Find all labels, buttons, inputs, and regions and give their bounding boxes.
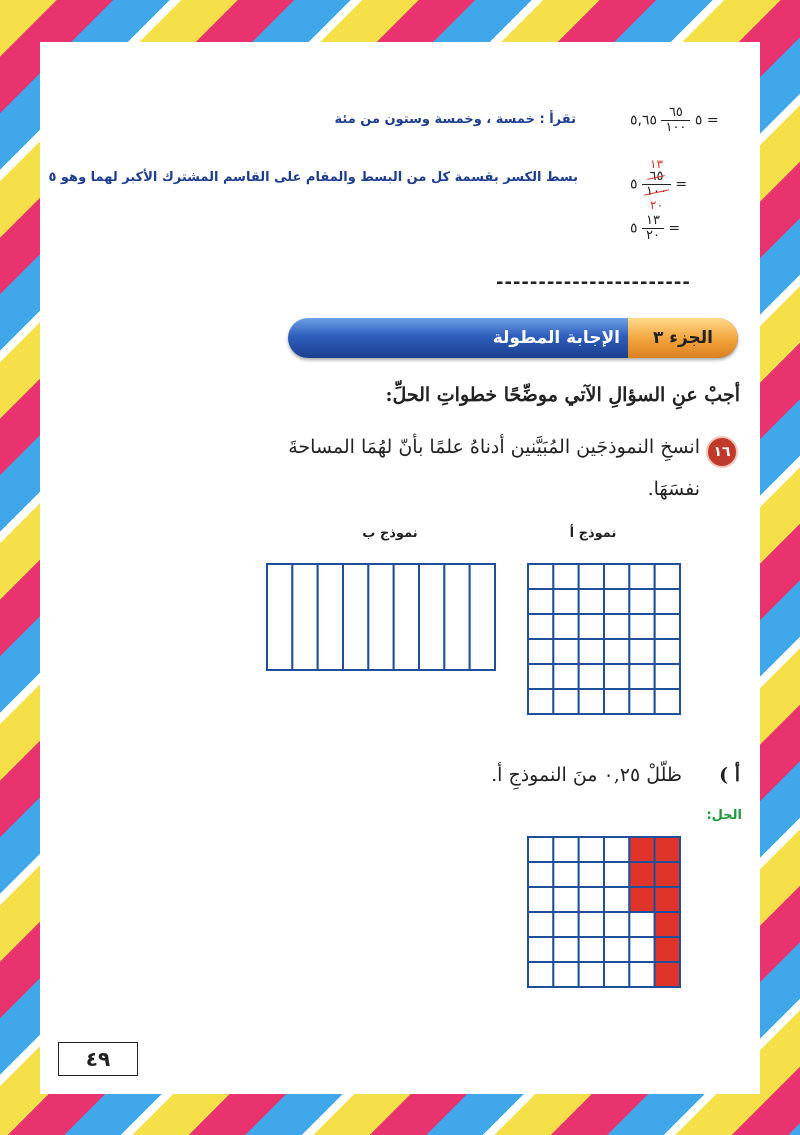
grid-cell xyxy=(553,689,578,714)
grid-cell xyxy=(604,664,629,689)
grid-cell xyxy=(655,589,680,614)
whole-part: ٥ xyxy=(630,176,638,193)
grid-cell xyxy=(604,837,629,862)
shaded-cell xyxy=(655,912,680,937)
grid-cell xyxy=(629,614,654,639)
grid-cell xyxy=(528,962,553,987)
grid-cell xyxy=(553,962,578,987)
page-number: ٤٩ xyxy=(58,1042,138,1076)
part-a-text: ظلّلْ ٠,٢٥ منَ النموذجِ أ. xyxy=(491,764,682,786)
solution-line-3 xyxy=(630,214,680,243)
grid-cell xyxy=(553,837,578,862)
fraction xyxy=(661,106,690,135)
grid-cell xyxy=(553,639,578,664)
grid-cell xyxy=(629,912,654,937)
solution-label: الحل: xyxy=(706,808,742,823)
whole-part: ٥ xyxy=(694,112,703,129)
grid-cell xyxy=(604,962,629,987)
grid-cell xyxy=(604,689,629,714)
model-b-grid xyxy=(266,563,496,671)
new-numerator: ١٣ xyxy=(650,157,663,171)
part-a-label: أ ) xyxy=(719,764,740,786)
grid-cell xyxy=(655,639,680,664)
grid-cell xyxy=(629,639,654,664)
grid-cell xyxy=(579,664,604,689)
old-denominator: ١٠٠ xyxy=(645,184,667,199)
grid-cell xyxy=(553,614,578,639)
grid-cell xyxy=(528,664,553,689)
grid-cell xyxy=(553,564,578,589)
equals-sign: = xyxy=(668,220,681,237)
grid-cell xyxy=(528,912,553,937)
grid-cell xyxy=(470,564,495,670)
grid-cell xyxy=(292,564,317,670)
shaded-cell xyxy=(655,887,680,912)
section-title: الإجابة المطولة xyxy=(492,328,620,348)
grid-cell xyxy=(267,564,292,670)
grid-cell xyxy=(579,614,604,639)
grid-cell xyxy=(394,564,419,670)
grid-cell xyxy=(553,589,578,614)
grid-cell xyxy=(553,912,578,937)
grid-cell xyxy=(629,689,654,714)
grid-cell xyxy=(604,639,629,664)
grid-cell xyxy=(579,962,604,987)
shaded-cell xyxy=(655,862,680,887)
grid-cell xyxy=(579,862,604,887)
model-a-grid xyxy=(527,563,681,715)
grid-cell xyxy=(419,564,444,670)
grid-cell xyxy=(655,664,680,689)
grid-cell xyxy=(629,962,654,987)
grid-cell xyxy=(343,564,368,670)
grid-cell xyxy=(604,887,629,912)
part-tag: الجزء ٣ xyxy=(628,318,738,358)
numerator: ٦٥ xyxy=(661,106,690,121)
separator-line: ----------------------- xyxy=(496,272,691,293)
denominator: ٢٠ xyxy=(645,228,660,243)
instruction-text: أجبْ عنِ السؤالِ الآتي موضِّحًا خطواتِ الحلِّ: xyxy=(385,384,740,406)
numerator: ١٣ xyxy=(642,214,664,229)
shaded-cell xyxy=(655,962,680,987)
grid-cell xyxy=(528,837,553,862)
grid-cell xyxy=(579,639,604,664)
grid-cell xyxy=(579,937,604,962)
grid-cell xyxy=(655,564,680,589)
grid-cell xyxy=(655,614,680,639)
shaded-solution-grid xyxy=(527,836,681,988)
section-banner xyxy=(288,318,738,358)
grid-cell xyxy=(528,564,553,589)
shaded-cell xyxy=(655,937,680,962)
grid-cell xyxy=(528,639,553,664)
grid-cell xyxy=(629,564,654,589)
shaded-cell xyxy=(629,837,654,862)
grid-cell xyxy=(444,564,469,670)
grid-cell xyxy=(528,937,553,962)
grid-cell xyxy=(528,689,553,714)
grid-cell xyxy=(368,564,393,670)
question-line-1: انسخِ النموذجَين المُبَيَّنين أدناهُ علمًا بأنّ لهُمَا المساحةَ xyxy=(288,436,700,458)
whole-part: ٥ xyxy=(630,220,638,237)
question-line-2: نفسَهَا. xyxy=(647,478,700,500)
simplify-note: بسط الكسر بقسمة كل من البسط والمقام على القاسم المشترك الأكبر لهما وهو ٥ xyxy=(48,170,578,185)
question-number-badge: ١٦ xyxy=(706,436,738,468)
solution-line-2 xyxy=(630,158,687,211)
grid-cell xyxy=(579,689,604,714)
grid-cell xyxy=(604,912,629,937)
shaded-cell xyxy=(629,887,654,912)
model-a-label: نموذج أ xyxy=(569,526,617,541)
decimal-lhs: ٥,٦٥ = xyxy=(630,112,719,129)
grid-cell xyxy=(553,862,578,887)
grid-cell xyxy=(604,564,629,589)
grid-cell xyxy=(629,664,654,689)
grid-cell xyxy=(553,887,578,912)
grid-cell xyxy=(528,614,553,639)
grid-cell xyxy=(579,564,604,589)
grid-cell xyxy=(655,689,680,714)
grid-cell xyxy=(579,887,604,912)
shaded-cell xyxy=(655,837,680,862)
solution-line-1 xyxy=(630,106,719,135)
grid-cell xyxy=(553,664,578,689)
grid-cell xyxy=(553,937,578,962)
grid-cell xyxy=(604,614,629,639)
grid-cell xyxy=(579,837,604,862)
equals-sign: = xyxy=(675,176,688,193)
simplified-fraction xyxy=(642,158,671,211)
grid-cell xyxy=(528,589,553,614)
final-fraction xyxy=(642,214,664,243)
grid-cell xyxy=(318,564,343,670)
grid-cell xyxy=(528,862,553,887)
grid-cell xyxy=(579,589,604,614)
grid-cell xyxy=(579,912,604,937)
grid-cell xyxy=(528,887,553,912)
worksheet-page xyxy=(40,42,760,1094)
reading-note: تقرأ : خمسة ، وخمسة وستون من مئة xyxy=(334,112,576,127)
denominator: ١٠٠ xyxy=(665,120,687,135)
old-numerator: ٦٥ xyxy=(649,169,664,184)
grid-cell xyxy=(604,589,629,614)
shaded-cell xyxy=(629,862,654,887)
new-denominator: ٢٠ xyxy=(650,198,663,212)
grid-cell xyxy=(629,589,654,614)
grid-cell xyxy=(629,937,654,962)
grid-cell xyxy=(604,937,629,962)
model-b-label: نموذج ب xyxy=(362,526,418,541)
grid-cell xyxy=(604,862,629,887)
